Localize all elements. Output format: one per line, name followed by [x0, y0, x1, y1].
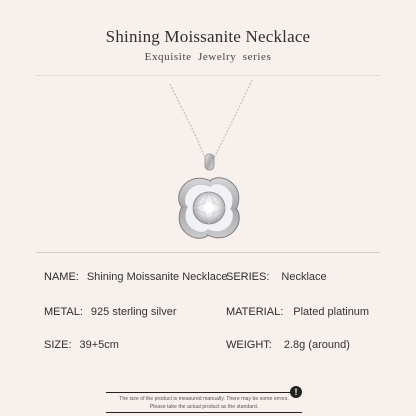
details-divider [36, 252, 380, 253]
chain-right [214, 80, 252, 158]
spec-size [44, 339, 119, 351]
necklace-pendant-photo [0, 76, 416, 252]
pendant-frame [161, 160, 257, 252]
spec-size-value: 39+5cm [79, 339, 119, 351]
measurement-note-line1: The size of the product is measured manually. There may be some errors. [119, 396, 289, 402]
spec-weight-value: 2.8g (around) [283, 339, 350, 351]
product-subtitle: Exquisite Jewelry series [144, 51, 272, 63]
spec-weight [226, 339, 350, 351]
product-title: Shining Moissanite Necklace [105, 27, 311, 46]
spec-series-value: Necklace [281, 271, 327, 283]
spec-name [44, 271, 227, 283]
spec-weight-label: WEIGHT: [226, 339, 272, 351]
spec-name-value: Shining Moissanite Necklace [86, 271, 228, 283]
spec-metal-label: METAL: [44, 306, 83, 318]
chain-left [170, 84, 204, 156]
spec-series-label: SERIES: [226, 271, 270, 283]
pendant-bail [205, 154, 214, 170]
measurement-note [106, 392, 302, 413]
spec-name-label: NAME: [44, 271, 79, 283]
spec-material-label: MATERIAL: [226, 306, 284, 318]
spec-series [226, 271, 327, 283]
spec-material [226, 306, 369, 318]
spec-size-label: SIZE: [44, 339, 72, 351]
measurement-note-line2: Please take the actual product as the standard. [149, 404, 259, 410]
exclamation-icon: ! [290, 386, 302, 398]
header [0, 0, 416, 76]
spec-metal-value: 925 sterling silver [90, 306, 177, 318]
spec-metal [44, 306, 177, 318]
spec-material-value: Plated platinum [293, 306, 370, 318]
